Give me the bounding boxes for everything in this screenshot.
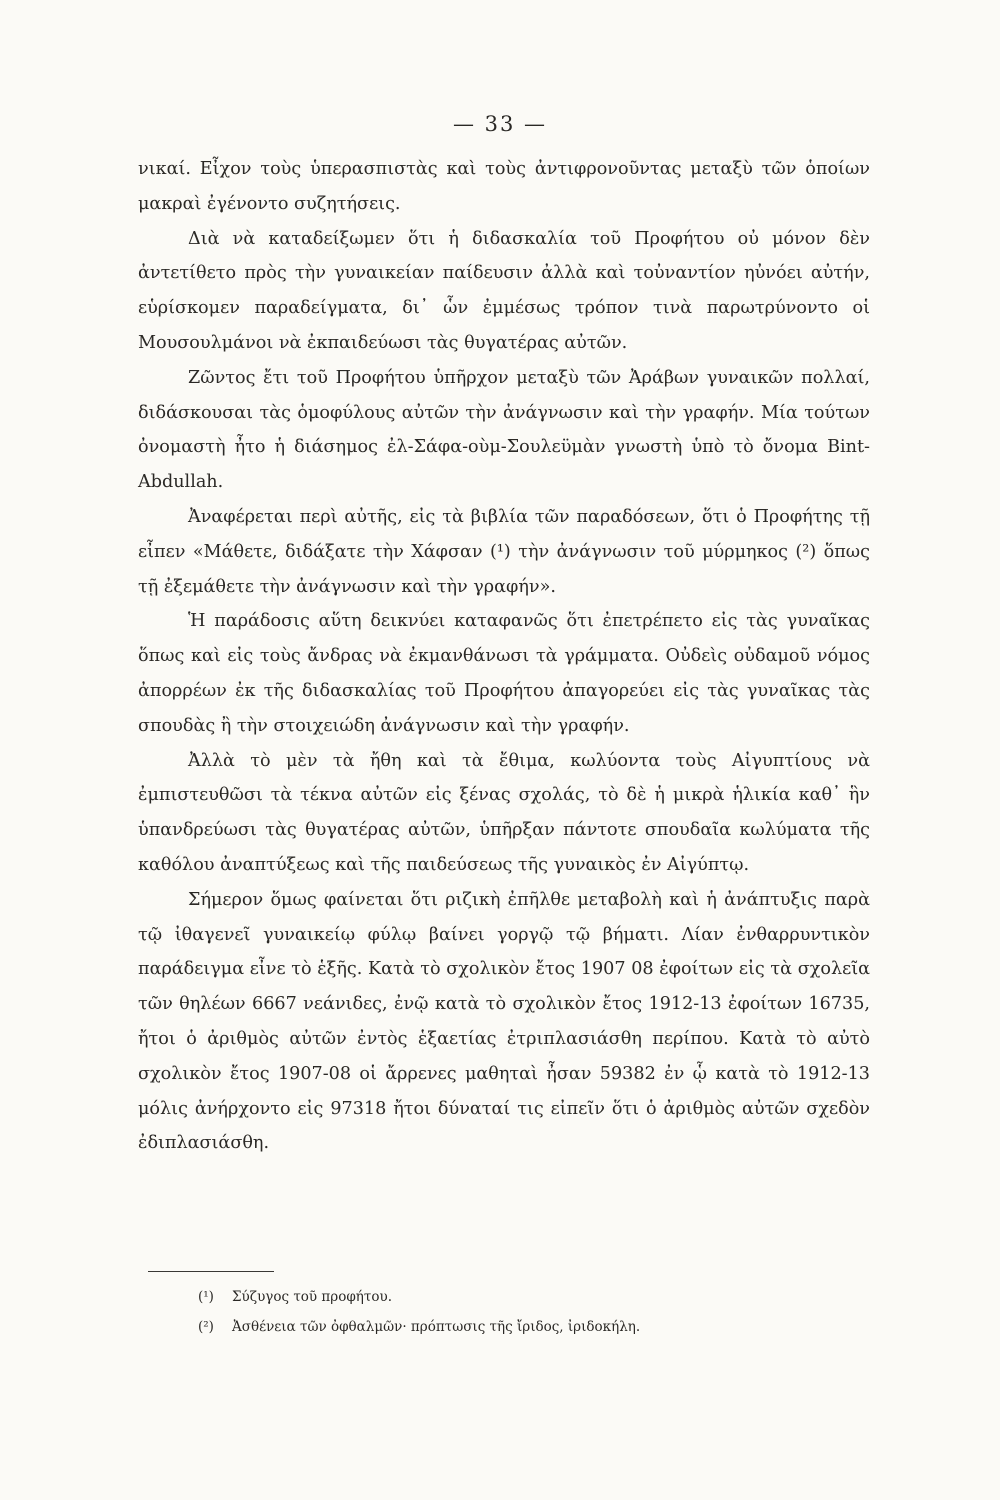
- paragraph: Ἀναφέρεται περὶ αὐτῆς, εἰς τὰ βιβλία τῶν παραδόσεων, ὅτι ὁ Προφήτης τῇ εἶπεν «Μάθετε, διδάξατε τὴν Χάφσαν (¹) τὴν ἀνάγνωσιν τοῦ μύρμηκος (²) ὅπως τῇ ἐξεμάθετε τὴν ἀνάγνωσιν καὶ τὴν γραφήν».: [138, 506, 870, 597]
- footnote-mark: (¹): [198, 1289, 214, 1305]
- footnote-text: Ἀσθένεια τῶν ὀφθαλμῶν· πρόπτωσις τῆς ἴριδος, ἰριδοκήλη.: [232, 1319, 641, 1335]
- footnotes: [198, 1282, 838, 1342]
- paragraph: Ἀλλὰ τὸ μὲν τὰ ἤθη καὶ τὰ ἔθιμα, κωλύοντα τοὺς Αἰγυπτίους νὰ ἐμπιστευθῶσι τὰ τέκνα αὐτῶν εἰς ξένας σχολάς, τὸ δὲ ἡ μικρὰ ἡλικία καθ᾽ ἣν ὑπανδρεύωσι τὰς θυγατέρας αὐτῶν, ὑπῆρξαν πάντοτε σπουδαῖα κωλύματα τῆς καθόλου ἀναπτύξεως καὶ τῆς παιδεύσεως τῆς γυναικὸς ἐν Αἰγύπτῳ.: [138, 750, 870, 875]
- footnote-divider: [148, 1271, 274, 1272]
- footnote: [198, 1282, 838, 1312]
- body-text: [138, 152, 870, 1161]
- page-number: — 33 —: [452, 112, 548, 136]
- footnote-mark: (²): [198, 1319, 214, 1335]
- paragraph: Σήμερον ὅμως φαίνεται ὅτι ριζικὴ ἐπῆλθε μεταβολὴ καὶ ἡ ἀνάπτυξις παρὰ τῷ ἰθαγενεῖ γυναικείῳ φύλῳ βαίνει γοργῷ τῷ βήματι. Λίαν ἐνθαρρυντικὸν παράδειγμα εἶνε τὸ ἑξῆς. Κατὰ τὸ σχολικὸν ἔτος 1907 08 ἐφοίτων εἰς τὰ σχολεῖα τῶν θηλέων 6667 νεάνιδες, ἐνῷ κατὰ τὸ σχολικὸν ἔτος 1912-13 ἐφοίτων 16735, ἤτοι ὁ ἀριθμὸς αὐτῶν ἐντὸς ἑξαετίας ἐτριπλασιάσθη περίπου. Κατὰ τὸ αὐτὸ σχολικὸν ἔτος 1907-08 οἱ ἄρρενες μαθηταὶ ἦσαν 59382 ἐν ᾧ κατὰ τὸ 1912-13 μόλις ἀνήρχοντο εἰς 97318 ἤτοι δύναταί τις εἰπεῖν ὅτι ὁ ἀριθμὸς αὐτῶν σχεδὸν ἐδιπλασιάσθη.: [138, 889, 870, 1154]
- footnote-text: Σύζυγος τοῦ προφήτου.: [232, 1289, 392, 1305]
- paragraph: Διὰ νὰ καταδείξωμεν ὅτι ἡ διδασκαλία τοῦ Προφήτου οὐ μόνον δὲν ἀντετίθετο πρὸς τὴν γυναικείαν παίδευσιν ἀλλὰ καὶ τοὐναντίον ηὐνόει αὐτήν, εὑρίσκομεν παραδείγματα, δι᾽ ὧν ἐμμέσως τρόπον τινὰ παρωτρύνοντο οἱ Μουσουλμάνοι νὰ ἐκπαιδεύωσι τὰς θυγατέρας αὐτῶν.: [138, 228, 870, 353]
- paragraph: Ἡ παράδοσις αὕτη δεικνύει καταφανῶς ὅτι ἐπετρέπετο εἰς τὰς γυναῖκας ὅπως καὶ εἰς τοὺς ἄνδρας νὰ ἐκμανθάνωσι τὰ γράμματα. Οὐδεὶς οὐδαμοῦ νόμος ἀπορρέων ἐκ τῆς διδασκαλίας τοῦ Προφήτου ἀπαγορεύει εἰς τὰς γυναῖκας τὰς σπουδὰς ἢ τὴν στοιχειώδη ἀνάγνωσιν καὶ τὴν γραφήν.: [138, 611, 870, 736]
- footnote: [198, 1312, 838, 1342]
- paragraph: νικαί. Εἶχον τοὺς ὑπερασπιστὰς καὶ τοὺς ἀντιφρονοῦντας μεταξὺ τῶν ὁποίων μακραὶ ἐγένοντο συζητήσεις.: [138, 159, 870, 214]
- paragraph: Ζῶντος ἔτι τοῦ Προφήτου ὑπῆρχον μεταξὺ τῶν Ἀράβων γυναικῶν πολλαί, διδάσκουσαι τὰς ὁμοφύλους αὐτῶν τὴν ἀνάγνωσιν καὶ τὴν γραφήν. Μία τούτων ὀνομαστὴ ἦτο ἡ διάσημος ἐλ-Σάφα-οὺμ-Σουλεϋμὰν γνωστὴ ὑπὸ τὸ ὄνομα Bint-Abdullah.: [138, 367, 870, 493]
